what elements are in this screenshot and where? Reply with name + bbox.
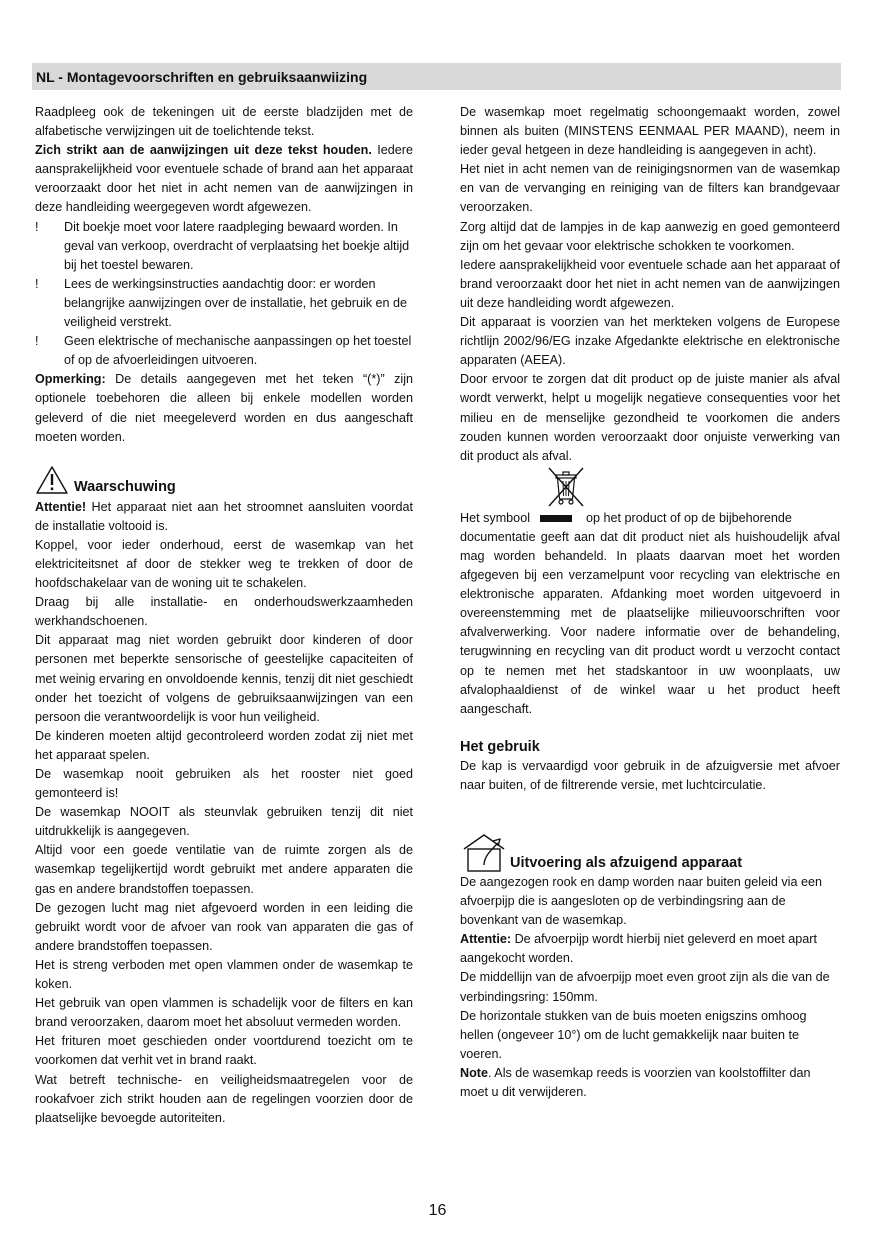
warning-heading [35,465,413,498]
install-note [460,1064,840,1102]
safety-paragraph: Het frituren moet geschieden onder voortdurend toezicht om te voorkomen dat verhit vet in brand raakt. [35,1034,413,1068]
install-horizontal: De horizontale stukken van de buis moeten enigszins omhoog hellen (ongeveer 10°) om de lucht gemakkelijk naar buiten te voeren. [460,1008,807,1061]
remark-paragraph [35,370,413,446]
crossed-bin-icon [546,466,586,508]
safety-paragraph: De wasemkap nooit gebruiken als het rooster niet goed gemonteerd is! [35,767,413,801]
usage-title: Het gebruik [460,738,540,755]
page-number: 16 [428,1202,447,1219]
section-header-bar [32,63,841,90]
install-attention-text: De afvoerpijp wordt hierbij niet geleverd en moet apart aangekocht worden. [460,932,817,966]
maintenance-paragraph: Door ervoor te zorgen dat dit product op de juiste manier als afval wordt verwerkt, helpt u mogelijk negatieve consequenties voor het milieu en de menselijke gezondheid te voorkomen die anders zouden kunnen worden veroorzaakt door onjuiste verwerking van dit product als afval. [460,372,840,463]
strict-rest-text: Iedere aansprakelijkheid voor eventuele schade of brand aan het apparaat veroorzaakt door het niet in acht nemen van de aanwijzingen in deze handleiding weergegeven wordt afgewezen. [35,143,413,215]
bullet-item [35,218,413,275]
safety-paragraph: Wat betreft technische- en veiligheidsmaatregelen voor de rookafvoer zich strikt houden aan de regelingen voorzien door de plaatselijke bevoegde autoriteiten. [35,1072,413,1125]
intro-paragraph: Raadpleeg ook de tekeningen uit de eerste bladzijden met de alfabetische verwijzingen uit de toelichtende tekst. [35,105,413,139]
safety-paragraph: Koppel, voor ieder onderhoud, eerst de wasemkap van het elektriciteitsnet af door de stekker weg te trekken of door de hoofdschakelaar van de woning uit te schakelen. [35,537,413,591]
safety-paragraph: Altijd voor een goede ventilatie van de ruimte zorgen als de wasemkap tegelijkertijd wordt gebruikt met andere apparaten die gas en andere brandstoffen toepassen. [35,843,413,896]
usage-paragraph: De kap is vervaardigd voor gebruik in de afzuigversie met afvoer naar buiten, of de filtrerende versie, met luchtcirculatie. [460,758,840,792]
strict-bold-text: Zich strikt aan de aanwijzingen uit deze tekst houden. [35,143,372,158]
safety-paragraph: Dit apparaat mag niet worden gebruikt door kinderen of door personen met beperkte sensorische of geestelijke capaciteiten of met weinig ervaring en onvoldoende kennis, tenzij dit niet geschiedt onder het toezicht of volgens de gebruiksaanwijzingen van een persoon die verantwoordelijk is voor hun veiligheid. [35,633,413,724]
install-intro: De aangezogen rook en damp worden naar buiten geleid via een afvoerpijp die is aangesloten op de verbindingsring aan de bovenkant van de wasemkap. [460,875,822,928]
remark-text: De details aangegeven met het teken “(*)” zijn optionele toebehoren die alleen bij enkele modellen worden geleverd of die niet meegeleverd worden en dus aangeschaft moeten worden. [35,372,413,444]
exclamation-mark-icon: ! [35,219,39,234]
bullet-text: Dit boekje moet voor latere raadpleging bewaard worden. In geval van verkoop, overdracht of verplaatsing het boekje altijd bij het toestel bewaren. [64,219,410,272]
install-section [460,873,840,1102]
section-title: NL - Montagevoorschriften en gebruiksaanwiizing [36,69,368,85]
bullet-item [35,275,413,332]
left-column [35,103,413,1128]
install-heading [460,835,840,873]
symbol-line [460,509,840,528]
safety-paragraph: Het is streng verboden met open vlammen onder de wasemkap te koken. [35,957,413,992]
install-note-text: . Als de wasemkap reeds is voorzien van koolstoffilter dan moet u dit verwijderen. [460,1065,811,1100]
right-column [460,103,840,1102]
maintenance-paragraph: Iedere aansprakelijkheid voor eventuele schade aan het apparaat of brand veroorzaakt door het niet in acht nemen van de aanwijzingen uit deze handleiding wordt afgewezen. [460,257,840,310]
warning-title: Waarschuwing [74,478,176,495]
weee-bar-icon [540,515,572,522]
attention-text: Het apparaat niet aan het stroomnet aansluiten voordat de installatie voltooid is. [35,499,413,533]
safety-paragraph: Het gebruik van open vlammen is schadelijk voor de filters en kan brand veroorzaken, daarom moet het absoluut vermeden worden. [35,996,413,1030]
install-note-label: Note [460,1065,488,1080]
symbol-suffix: op het product of op de bijbehorende [586,510,792,525]
safety-paragraph: De gezogen lucht mag niet afgevoerd worden in een leiding die gebruikt wordt voor de afvoer van rook van apparaten die gas of andere brandstoffen toepassen. [35,900,413,953]
safety-paragraph: Draag bij alle installatie- en onderhoudswerkzaamheden werkhandschoenen. [35,595,413,629]
maintenance-paragraph: Dit apparaat is voorzien van het merkteken volgens de Europese richtlijn 2002/96/EG inzake Afgedankte elektrische en elektronische apparaten (AEEA). [460,315,840,368]
attention-paragraph [35,498,413,536]
install-title: Uitvoering als afzuigend apparaat [510,855,743,871]
bullet-item [35,332,413,370]
exclamation-mark-icon: ! [35,276,39,291]
install-attention [460,930,840,968]
safety-paragraph: De kinderen moeten altijd gecontroleerd worden zodat zij niet met het apparaat spelen. [35,728,413,762]
bullet-text: Geen elektrische of mechanische aanpassingen op het toestel of op de afvoerleidingen uitvoeren. [64,334,412,368]
safety-paragraph: De wasemkap NOOIT als steunvlak gebruiken tenzij dit niet uitdrukkelijk is aangegeven. [35,805,413,839]
maintenance-paragraph: De wasemkap moet regelmatig schoongemaakt worden, zowel binnen als buiten (MINSTENS EENMAAL PER MAAND), neem in ieder geval hetgeen in deze handleiding is aangegeven in acht). [460,105,840,158]
remark-label: Opmerking: [35,372,106,387]
symbol-prefix: Het symbool [460,510,530,525]
install-diameter: De middellijn van de afvoerpijp moet even groot zijn als die van de verbindingsring: 150mm. [460,970,830,1004]
maintenance-paragraph: Het niet in acht nemen van de reinigingsnormen van de wasemkap en van de vervanging en reiniging van de filters kan brandgevaar veroorzaken. [460,162,840,215]
warning-triangle-icon [35,465,69,495]
weee-symbol-wrap [460,466,840,509]
exclamation-mark-icon: ! [35,334,39,349]
maintenance-paragraph: Zorg altijd dat de lampjes in de kap aanwezig en goed gemonteerd zijn om het gevaar voor elektrische schokken te voorkomen. [460,219,840,253]
symbol-paragraph: documentatie geeft aan dat dit product niet als huishoudelijk afval mag worden behandeld. In plaats daarvan moet het worden afgegeven bij een verzamelpunt voor recycling van elektrische en elektronische apparaten. Afdanking moet worden uitgevoerd in overeenstemming met de plaatselijke milieuvoorschriften voor afvalverwerking. Voor nadere informatie over de behandeling, terugwinning en recycling van dit product wordt u verzocht contact op te nemen met het stadskantoor in uw woonplaats, uw afvalophaaldienst of de winkel waar u het product heeft aangeschaft. [460,529,840,716]
install-attention-label: Attentie: [460,932,512,947]
attention-label: Attentie! [35,499,87,514]
bullet-text: Lees de werkingsinstructies aandachtig door: er worden belangrijke aanwijzingen over de installatie, het gebruik en de veiligheid verstrekt. [64,276,408,330]
strict-paragraph [35,141,413,217]
house-exhaust-icon [460,829,508,875]
